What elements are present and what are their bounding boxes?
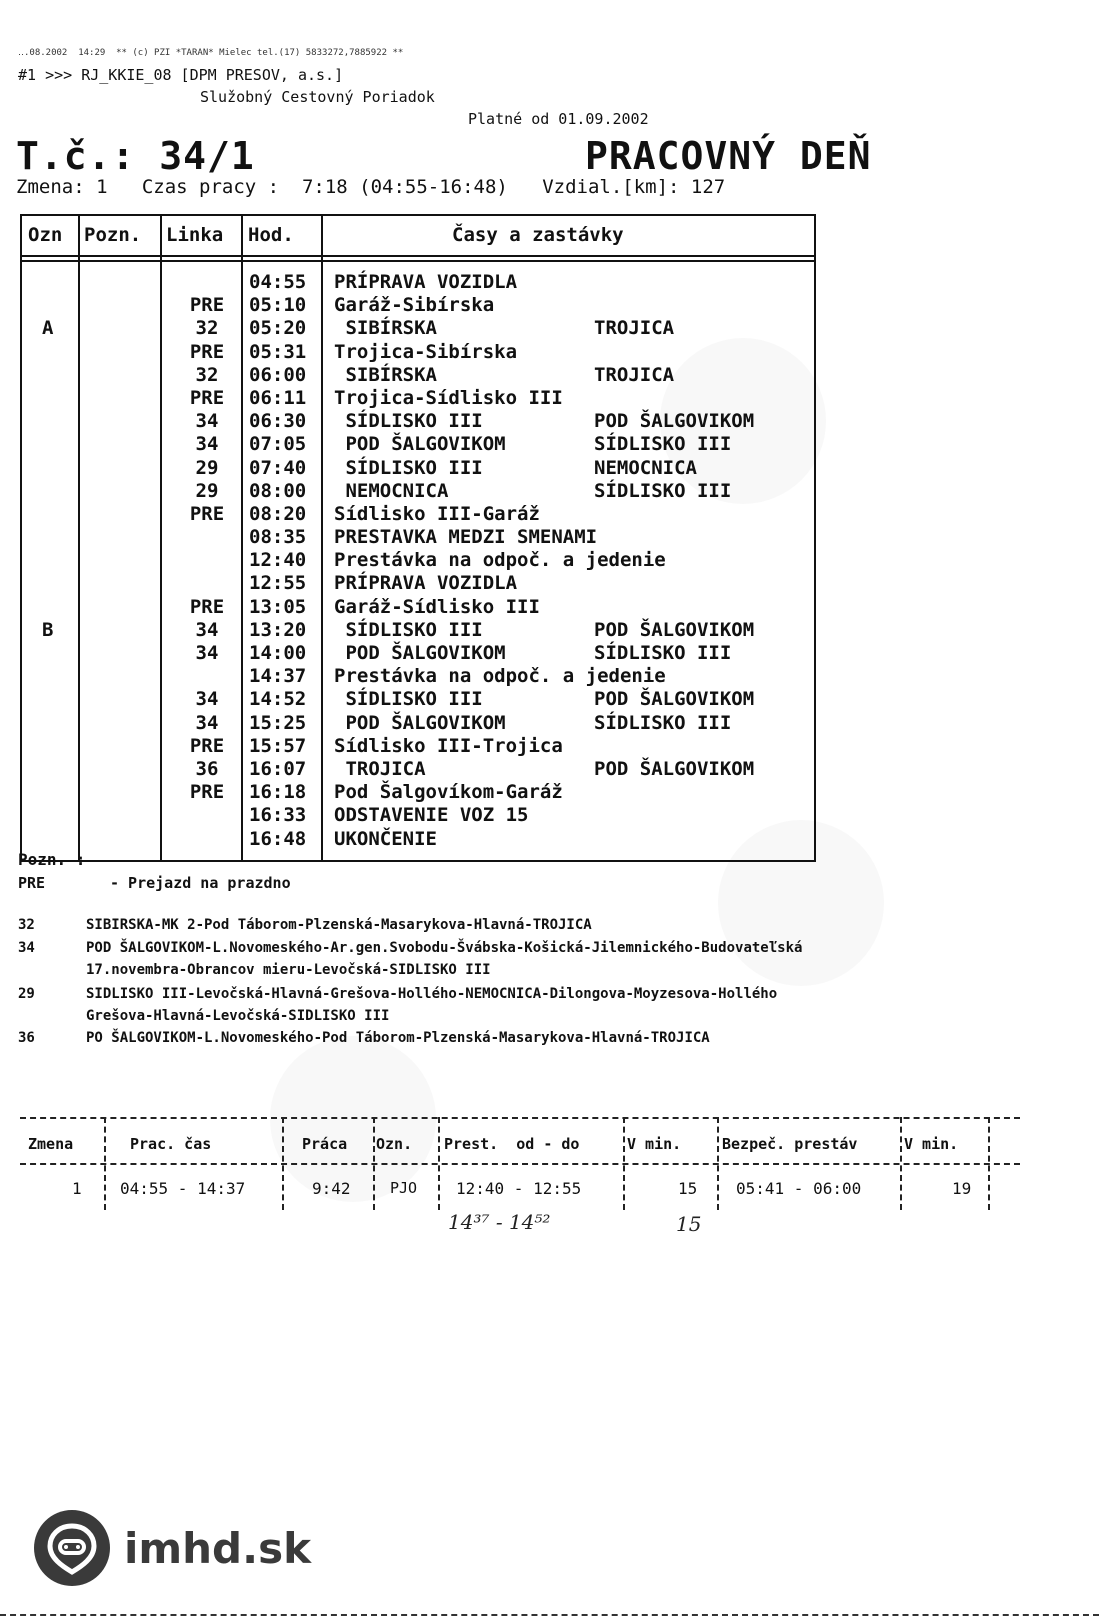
shift-prest: 12:40 - 12:55 <box>456 1179 582 1198</box>
row-stop: PRÍPRAVA VOZIDLA <box>334 572 518 595</box>
handwritten-range: 14³⁷ - 14⁵² <box>448 1210 551 1234</box>
table-row <box>22 317 814 340</box>
row-stop: Trojica-Sibírska <box>334 340 518 363</box>
row-stop-to: POD ŠALGOVIKOM <box>594 757 755 780</box>
table-row <box>22 735 814 758</box>
table-row <box>22 665 814 688</box>
row-stop-to: SÍDLISKO III <box>594 479 732 502</box>
row-stop-to: TROJICA <box>594 363 675 386</box>
table-row <box>22 271 814 294</box>
shift-header-vmin: V min. <box>627 1135 682 1153</box>
table-row <box>22 596 814 619</box>
shift-bezpec: 05:41 - 06:00 <box>736 1179 862 1198</box>
table-row <box>22 758 814 781</box>
row-time: 13:20 <box>249 618 307 641</box>
shift-summary: Zmena: 1 Czas pracy : 7:18 (04:55-16:48) Vzdial.[km]: 127 <box>16 176 726 198</box>
row-time: 05:20 <box>249 317 307 340</box>
row-stop: POD ŠALGOVIKOM <box>334 642 506 664</box>
table-row <box>22 341 814 364</box>
row-linka: 34 <box>195 433 219 456</box>
table-row <box>22 642 814 665</box>
row-time: 16:18 <box>249 781 307 804</box>
shift-vmin-2: 19 <box>952 1179 972 1198</box>
shift-header-bezpec: Bezpeč. prestáv <box>722 1135 858 1153</box>
notes-title: Pozn. : <box>18 850 86 869</box>
row-stop: Sídlisko III-Garáž <box>334 502 540 525</box>
row-stop-to: NEMOCNICA <box>594 456 697 479</box>
route-description: SIDLISKO III-Levočská-Hlavná-Grešova-Hollého-NEMOCNICA-Dilongova-Moyzesova-Hollého <box>86 986 778 1002</box>
row-time: 14:52 <box>249 688 307 711</box>
row-stop: Prestávka na odpoč. a jedenie <box>334 665 666 688</box>
page-title: T.č.: 34/1 <box>16 134 255 178</box>
shift-header-prest: Prest. od - do <box>444 1135 580 1153</box>
table-row <box>22 619 814 642</box>
row-time: 12:55 <box>249 572 307 595</box>
route-line-number: 32 <box>18 917 35 933</box>
row-time: 06:11 <box>249 386 307 409</box>
valid-from: Platné od 01.09.2002 <box>468 110 649 128</box>
row-linka: PRE <box>189 386 225 409</box>
row-time: 08:20 <box>249 502 307 525</box>
shift-zmena: 1 <box>72 1179 82 1198</box>
row-stop-to: SÍDLISKO III <box>594 433 732 456</box>
row-time: 05:31 <box>249 340 307 363</box>
day-type: PRACOVNÝ DEŇ <box>585 134 872 178</box>
row-stop-to: POD ŠALGOVIKOM <box>594 618 755 641</box>
shift-header-vmin-2: V min. <box>904 1135 959 1153</box>
row-stop-to: SÍDLISKO III <box>594 642 732 664</box>
table-row <box>22 433 814 456</box>
row-time: 16:07 <box>249 757 307 780</box>
shift-praca: 9:42 <box>312 1179 351 1198</box>
document-type: Služobný Cestovný Poriadok <box>200 88 435 106</box>
shift-header-prac-cas: Prac. čas <box>130 1135 212 1153</box>
row-time: 08:00 <box>249 479 307 502</box>
header-ozn: Ozn <box>28 224 63 246</box>
shift-header-zmena: Zmena <box>28 1135 74 1153</box>
row-time: 12:40 <box>249 549 307 572</box>
row-linka: 34 <box>195 711 219 734</box>
row-time: 08:35 <box>249 526 307 549</box>
shift-prac-cas: 04:55 - 14:37 <box>120 1179 246 1198</box>
row-time: 07:05 <box>249 433 307 456</box>
row-linka: PRE <box>189 595 225 618</box>
row-linka: 29 <box>195 479 219 502</box>
row-stop: SÍDLISKO III <box>334 410 483 433</box>
shift-table <box>20 1117 1020 1210</box>
row-linka: PRE <box>189 294 225 317</box>
table-row <box>22 688 814 711</box>
row-stop: SIBÍRSKA <box>334 363 437 386</box>
shift-ozn: PJO <box>390 1179 418 1197</box>
row-time: 16:48 <box>249 827 307 850</box>
row-time: 15:57 <box>249 734 307 757</box>
row-time: 15:25 <box>249 711 307 734</box>
header-pozn: Pozn. <box>84 224 142 246</box>
row-stop: UKONČENIE <box>334 827 437 850</box>
row-linka: PRE <box>189 502 225 525</box>
notes-code: PRE <box>18 874 46 892</box>
row-time: 05:10 <box>249 294 307 317</box>
row-stop: PRESTAVKA MEDZI SMENAMI <box>334 526 598 549</box>
table-row <box>22 526 814 549</box>
route-description: 17.novembra-Obrancov mieru-Levočská-SIDLISKO III <box>86 962 491 978</box>
table-row <box>22 572 814 595</box>
table-row <box>22 828 814 851</box>
table-row <box>22 480 814 503</box>
source-line: #1 >>> RJ_KKIE_08 [DPM PRESOV, a.s.] <box>18 66 344 84</box>
table-row <box>22 457 814 480</box>
table-row <box>22 781 814 804</box>
row-time: 06:30 <box>249 410 307 433</box>
route-description: Grešova-Hlavná-Levočská-SIDLISKO III <box>86 1008 390 1024</box>
imhd-logo-icon <box>32 1508 112 1588</box>
row-stop: POD ŠALGOVIKOM <box>334 711 506 734</box>
row-linka: 32 <box>195 363 219 386</box>
row-linka: PRE <box>189 734 225 757</box>
table-row <box>22 804 814 827</box>
fax-line: ‥.08.2002 14:29 ** (c) PZI *TARAN* Mielec tel.(17) 5833272,7885922 ** <box>18 48 404 58</box>
row-linka: PRE <box>189 781 225 804</box>
row-linka: 34 <box>195 618 219 641</box>
row-stop: Sídlisko III-Trojica <box>334 734 563 757</box>
shift-header-praca: Práca <box>302 1135 348 1153</box>
route-description: SIBIRSKA-MK 2-Pod Táborom-Plzenská-Masarykova-Hlavná-TROJICA <box>86 917 592 933</box>
route-description: POD ŠALGOVIKOM-L.Novomeského-Ar.gen.Svobodu-Švábska-Košická-Jilemnického-Budovateľská <box>86 940 803 956</box>
route-line-number: 34 <box>18 940 35 956</box>
row-stop: Garáž-Sídlisko III <box>334 595 540 618</box>
header-hod: Hod. <box>248 224 294 246</box>
row-stop: NEMOCNICA <box>334 479 449 502</box>
row-stop-to: POD ŠALGOVIKOM <box>594 410 755 433</box>
shift-header-ozn: Ozn. <box>376 1135 413 1153</box>
row-time: 04:55 <box>249 271 307 293</box>
row-stop: Pod Šalgovíkom-Garáž <box>334 781 563 804</box>
row-stop: Trojica-Sídlisko III <box>334 386 563 409</box>
row-linka: 29 <box>195 456 219 479</box>
row-time: 13:05 <box>249 595 307 618</box>
route-description: PO ŠALGOVIKOM-L.Novomeského-Pod Táborom-Plzenská-Masarykova-Hlavná-TROJICA <box>86 1030 710 1046</box>
row-stop: ODSTAVENIE VOZ 15 <box>334 804 529 827</box>
row-ozn: B <box>42 618 54 641</box>
timetable <box>20 214 816 862</box>
row-ozn: A <box>42 317 54 340</box>
notes-desc: - Prejazd na prazdno <box>110 874 291 892</box>
row-linka: 34 <box>195 642 219 664</box>
row-stop: SÍDLISKO III <box>334 618 483 641</box>
row-stop: SÍDLISKO III <box>334 688 483 711</box>
row-stop: SIBÍRSKA <box>334 317 437 340</box>
row-stop-to: POD ŠALGOVIKOM <box>594 688 755 711</box>
table-row <box>22 549 814 572</box>
table-row <box>22 294 814 317</box>
row-stop: TROJICA <box>334 757 426 780</box>
header-casy: Časy a zastávky <box>452 224 624 246</box>
row-time: 06:00 <box>249 363 307 386</box>
row-time: 14:37 <box>249 665 307 688</box>
header-linka: Linka <box>166 224 224 246</box>
table-row <box>22 364 814 387</box>
row-linka: 34 <box>195 688 219 711</box>
table-row <box>22 410 814 433</box>
table-row <box>22 712 814 735</box>
shift-vmin: 15 <box>678 1179 698 1198</box>
imhd-logo <box>32 1508 311 1588</box>
table-row <box>22 503 814 526</box>
row-time: 16:33 <box>249 804 307 827</box>
row-linka: 34 <box>195 410 219 433</box>
timetable-rows <box>22 271 814 851</box>
route-line-number: 29 <box>18 986 35 1002</box>
route-line-number: 36 <box>18 1030 35 1046</box>
page-bottom-rule <box>0 1614 1099 1616</box>
row-stop-to: TROJICA <box>594 317 675 340</box>
row-stop-to: SÍDLISKO III <box>594 711 732 734</box>
row-stop: PRÍPRAVA VOZIDLA <box>334 271 518 293</box>
row-time: 14:00 <box>249 642 307 664</box>
row-stop: Prestávka na odpoč. a jedenie <box>334 549 666 572</box>
table-row <box>22 387 814 410</box>
row-time: 07:40 <box>249 456 307 479</box>
row-linka: 32 <box>195 317 219 340</box>
row-stop: SÍDLISKO III <box>334 456 483 479</box>
handwritten-minutes: 15 <box>676 1212 702 1236</box>
row-linka: PRE <box>189 340 225 363</box>
row-stop: POD ŠALGOVIKOM <box>334 433 506 456</box>
row-linka: 36 <box>195 757 219 780</box>
imhd-logo-text: imhd.sk <box>124 1523 312 1573</box>
row-stop: Garáž-Sibírska <box>334 294 495 317</box>
